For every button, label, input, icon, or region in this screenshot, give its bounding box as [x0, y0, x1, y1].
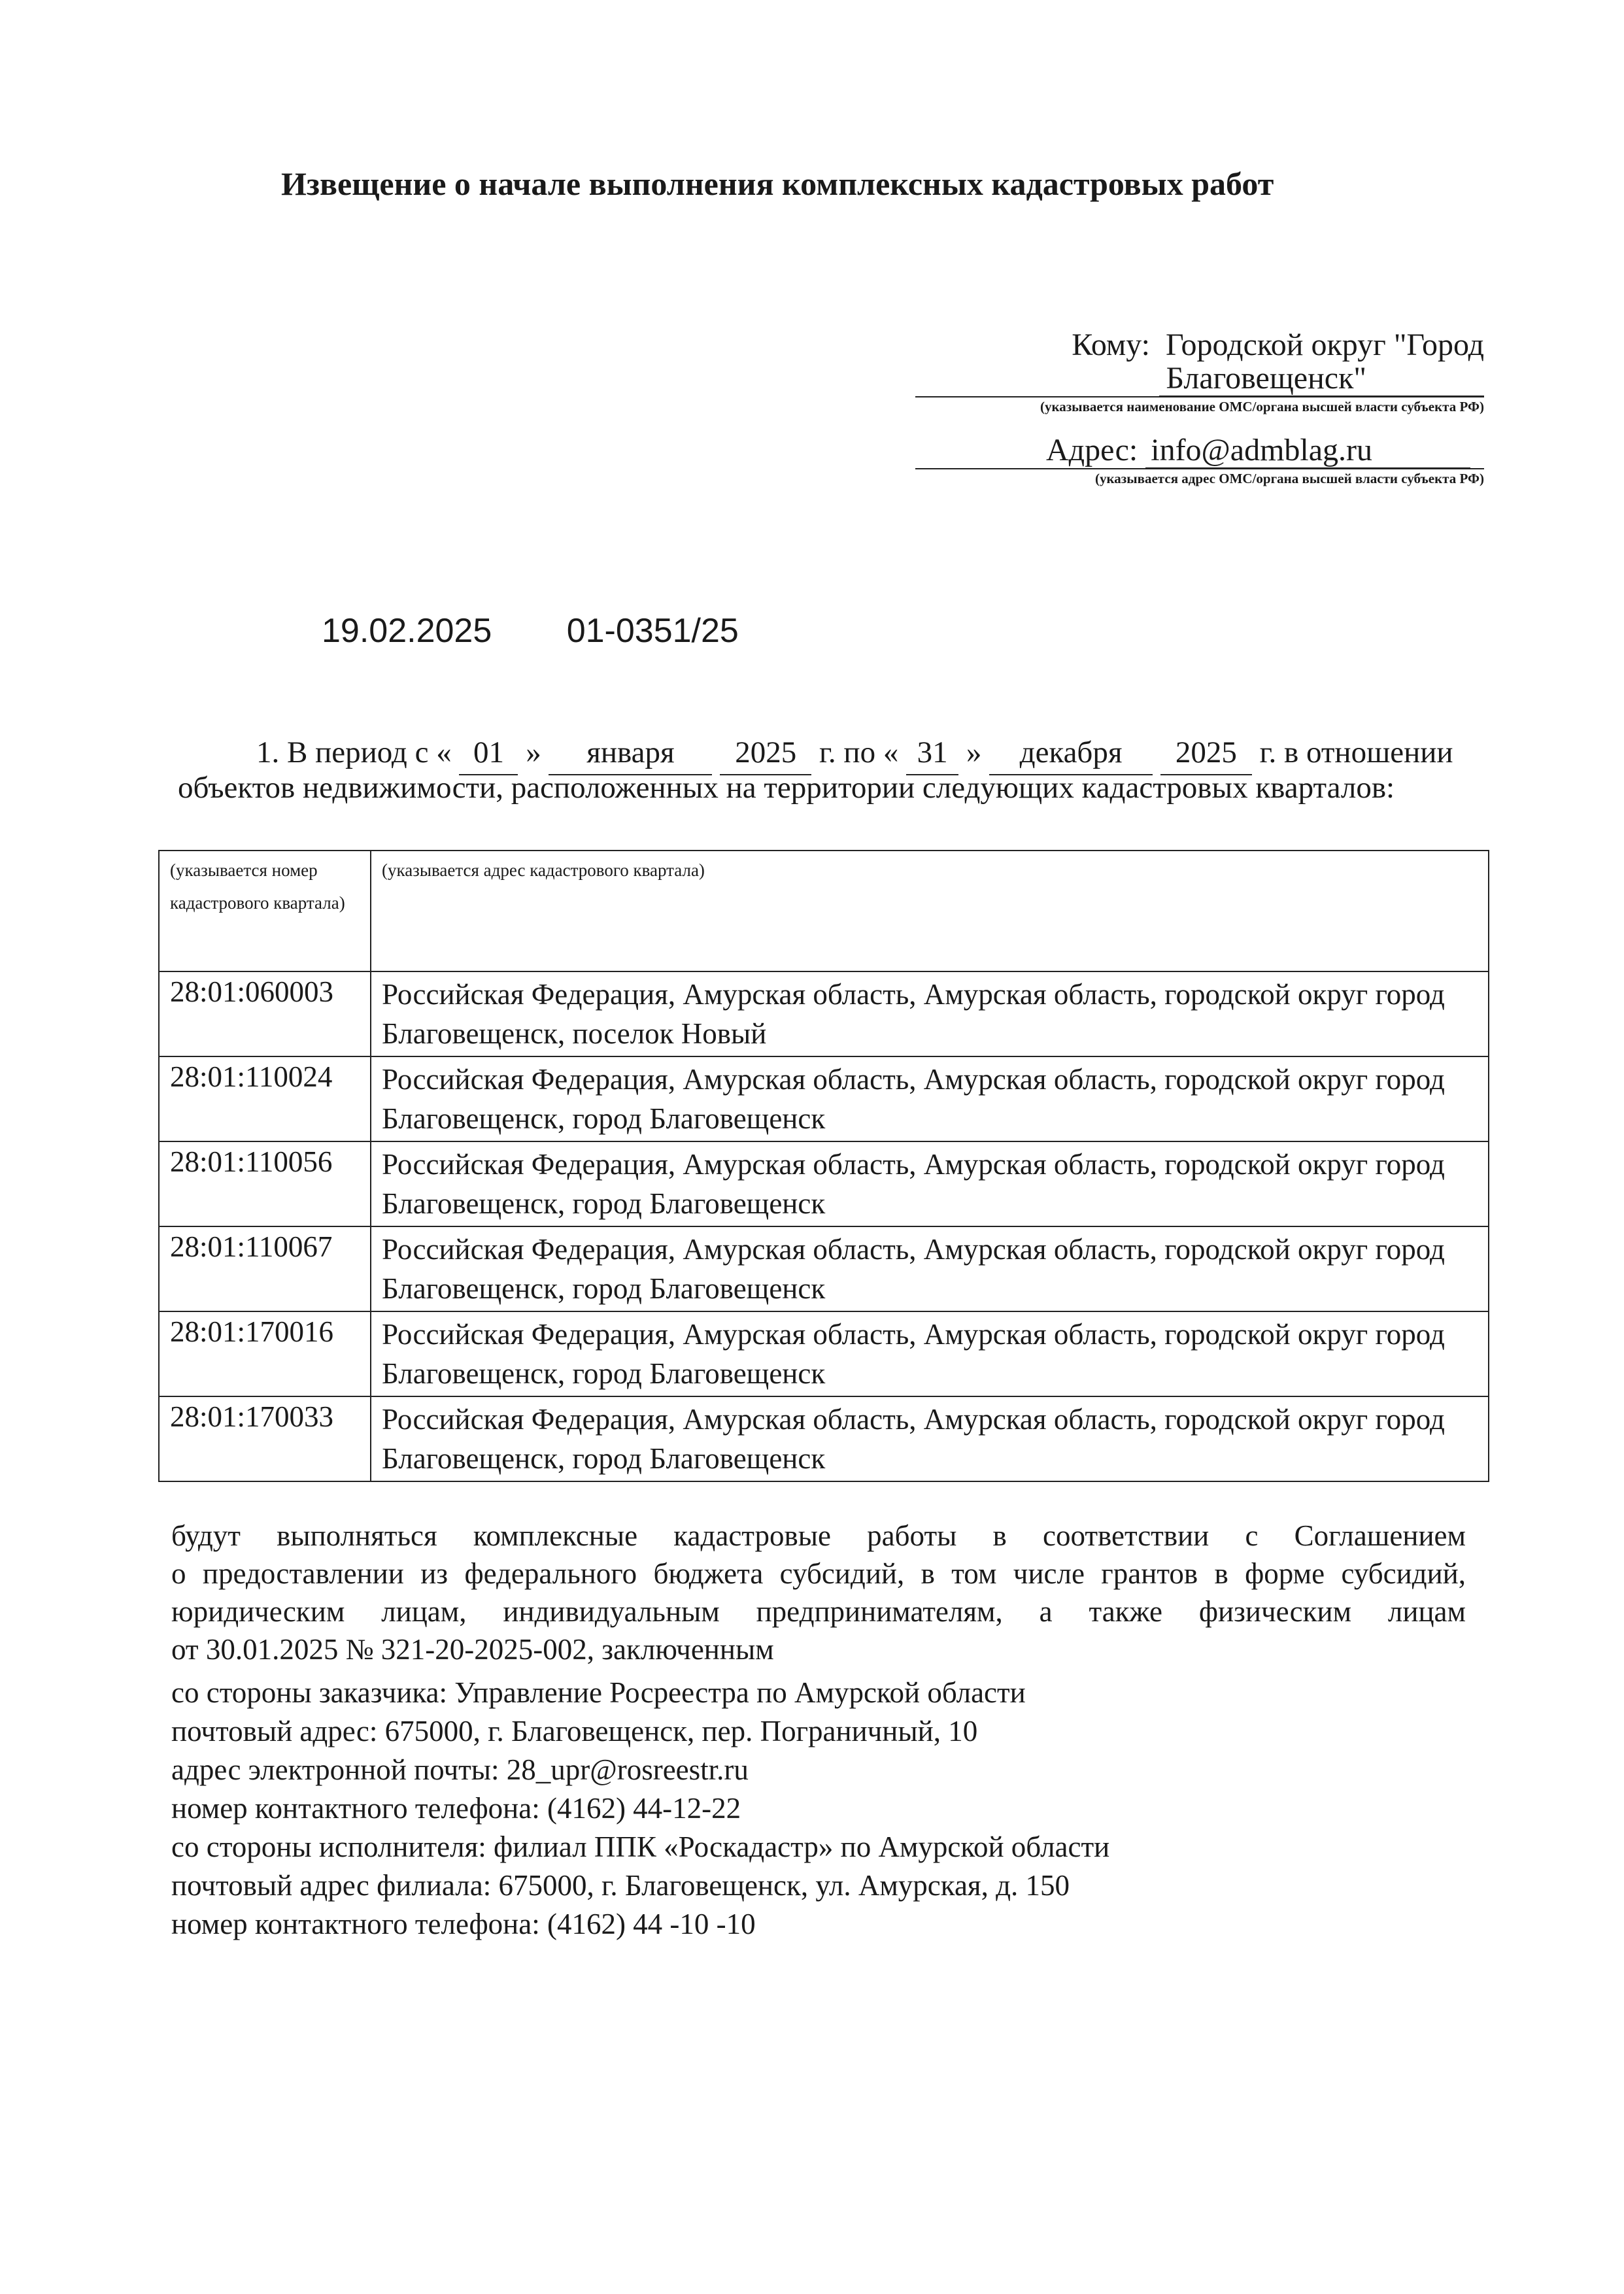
to-value-line1: Городской округ "Город — [1166, 328, 1484, 362]
to-hint: (указывается наименование ОМС/органа высшей власти субъекта РФ) — [915, 396, 1484, 415]
body-line-3: юридическим лицам, индивидуальным предпринимателям, а также физическим лицам — [171, 1595, 1466, 1628]
quarter-number: 28:01:060003 — [159, 971, 371, 1056]
table-row — [159, 1226, 1489, 1311]
end-month: декабря — [989, 731, 1153, 775]
quarter-address: Российская Федерация, Амурская область, Амурская область, городской округ город Благовещенск, город Благовещенск — [371, 1226, 1489, 1311]
table-header-row — [159, 851, 1489, 971]
period-suffix: г. в отношении — [1259, 735, 1453, 769]
period-line-2: объектов недвижимости, расположенных на территории следующих кадастровых кварталов: — [178, 771, 1395, 805]
document-title: Извещение о начале выполнения комплексных кадастровых работ — [281, 165, 1274, 202]
contractor-line: со стороны исполнителя: филиал ППК «Роскадастр» по Амурской области — [171, 1830, 1110, 1863]
quarter-number: 28:01:110056 — [159, 1141, 371, 1226]
close-quote-2: » — [966, 735, 982, 769]
customer-phone: номер контактного телефона: (4162) 44-12-22 — [171, 1792, 741, 1825]
body-line-1: будут выполняться комплексные кадастровые работы в соответствии с Соглашением — [171, 1519, 1466, 1552]
quarter-number: 28:01:170016 — [159, 1311, 371, 1396]
customer-postal: почтовый адрес: 675000, г. Благовещенск, пер. Пограничный, 10 — [171, 1715, 978, 1747]
table-row — [159, 1311, 1489, 1396]
table-row — [159, 1396, 1489, 1481]
to-value-line2: Благовещенск" — [1159, 361, 1484, 397]
quarter-address: Российская Федерация, Амурская область, Амурская область, городской округ город Благовещенск, город Благовещенск — [371, 1396, 1489, 1481]
start-day: 01 — [459, 731, 518, 775]
header-number: (указывается номер кадастрового квартала) — [159, 851, 371, 971]
open-quote-2: « — [883, 735, 899, 769]
quarter-number: 28:01:110067 — [159, 1226, 371, 1311]
customer-email: адрес электронной почты: 28_upr@rosreestr.ru — [171, 1753, 749, 1786]
body-line-4: от 30.01.2025 № 321-20-2025-002, заключенным — [171, 1633, 774, 1666]
quarter-number: 28:01:170033 — [159, 1396, 371, 1481]
address-value: info@admblag.ru — [1145, 433, 1470, 469]
quarter-number: 28:01:110024 — [159, 1056, 371, 1141]
start-month: января — [549, 731, 712, 775]
open-quote: « — [436, 735, 452, 769]
body-text — [171, 1517, 1466, 1944]
contacts-block — [171, 1674, 1466, 1944]
addressee-block — [915, 327, 1484, 487]
to-text: г. по — [819, 735, 876, 769]
close-quote: » — [526, 735, 541, 769]
quarter-address: Российская Федерация, Амурская область, Амурская область, городской округ город Благовещенск, поселок Новый — [371, 971, 1489, 1056]
end-day: 31 — [906, 731, 958, 775]
cadastral-quarters-table — [158, 850, 1489, 1482]
contractor-postal: почтовый адрес филиала: 675000, г. Благовещенск, ул. Амурская, д. 150 — [171, 1869, 1070, 1902]
end-year: 2025 — [1160, 731, 1252, 775]
table-row — [159, 1141, 1489, 1226]
quarter-address: Российская Федерация, Амурская область, Амурская область, городской округ город Благовещенск, город Благовещенск — [371, 1311, 1489, 1396]
period-prefix: 1. В период с — [256, 735, 429, 769]
to-line — [915, 327, 1484, 363]
customer-line: со стороны заказчика: Управление Росреестра по Амурской области — [171, 1676, 1026, 1709]
table-row — [159, 971, 1489, 1056]
start-year: 2025 — [720, 731, 811, 775]
table-row — [159, 1056, 1489, 1141]
header-address: (указывается адрес кадастрового квартала) — [371, 851, 1489, 971]
address-label: Адрес: — [1046, 433, 1138, 467]
quarter-address: Российская Федерация, Амурская область, Амурская область, городской округ город Благовещенск, город Благовещенск — [371, 1056, 1489, 1141]
contractor-phone: номер контактного телефона: (4162) 44 -10 -10 — [171, 1908, 756, 1940]
quarter-address: Российская Федерация, Амурская область, Амурская область, городской округ город Благовещенск, город Благовещенск — [371, 1141, 1489, 1226]
address-hint: (указывается адрес ОМС/органа высшей власти субъекта РФ) — [915, 468, 1484, 487]
address-line — [915, 432, 1484, 468]
period-paragraph — [178, 731, 1479, 809]
to-line-2 — [915, 360, 1484, 396]
body-line-2: о предоставлении из федерального бюджета субсидий, в том числе грантов в форме субсидий, — [171, 1557, 1466, 1590]
registration-number: 01-0351/25 — [566, 612, 739, 650]
registration-stamp — [322, 611, 804, 650]
registration-date: 19.02.2025 — [322, 612, 492, 650]
to-label: Кому: — [1072, 328, 1151, 362]
